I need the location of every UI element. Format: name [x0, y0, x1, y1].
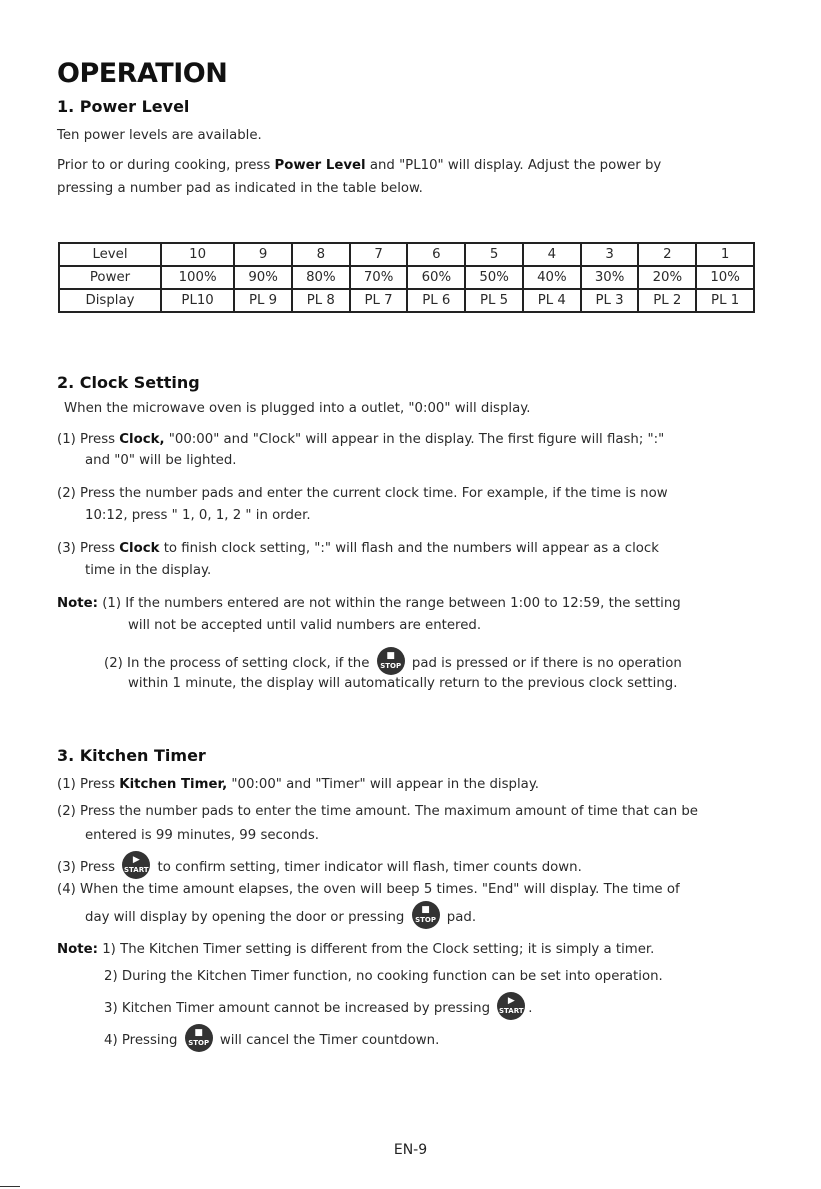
table-cell: 100% — [161, 266, 234, 289]
section-heading-clock-setting: 2. Clock Setting — [57, 373, 200, 392]
stop-icon: ■ STOP — [412, 901, 440, 929]
paragraph: Ten power levels are available. — [57, 128, 262, 143]
instruction-2-cont: entered is 99 minutes, 99 seconds. — [85, 828, 320, 843]
text: Prior to or during cooking, press — [57, 158, 275, 173]
table-cell: PL 1 — [696, 289, 754, 312]
table-cell: PL 5 — [465, 289, 523, 312]
start-icon: ▶ START — [497, 992, 525, 1020]
table-cell: 70% — [350, 266, 408, 289]
paragraph: pressing a number pad as indicated in the table below. — [57, 181, 423, 196]
table-cell: 4 — [523, 243, 581, 266]
table-cell: 80% — [292, 266, 350, 289]
bold-term: Kitchen Timer, — [119, 777, 228, 792]
text: . — [528, 1001, 533, 1016]
table-cell: PL10 — [161, 289, 234, 312]
table-cell: 1 — [696, 243, 754, 266]
table-row-power — [59, 266, 754, 289]
bold-term: Power Level — [274, 158, 366, 173]
text: 4) Pressing — [104, 1033, 178, 1048]
table-cell: 30% — [581, 266, 639, 289]
table-cell: PL 2 — [638, 289, 696, 312]
table-cell: 2 — [638, 243, 696, 266]
text: (1) Press — [57, 777, 120, 792]
note-2-cont: within 1 minute, the display will automatically return to the previous clock setting. — [128, 676, 678, 691]
text: (2) In the process of setting clock, if the — [104, 656, 370, 671]
table-cell: 60% — [407, 266, 465, 289]
table-cell: PL 4 — [523, 289, 581, 312]
page-number: EN-9 — [393, 1142, 428, 1158]
table-cell: 7 — [350, 243, 408, 266]
table-cell: PL 8 — [292, 289, 350, 312]
text: (3) Press — [57, 541, 120, 556]
section-heading-kitchen-timer: 3. Kitchen Timer — [57, 746, 206, 765]
text: to finish clock setting, ":" will flash and the numbers will appear as a clock — [159, 541, 659, 556]
instruction-2: (2) Press the number pads and enter the current clock time. For example, if the time is now — [57, 486, 668, 501]
table-cell: 50% — [465, 266, 523, 289]
instruction-4-cont — [85, 903, 476, 931]
instruction-3 — [57, 540, 659, 557]
row-header: Level — [59, 243, 161, 266]
note-3 — [104, 994, 533, 1022]
text: to confirm setting, timer indicator will flash, timer counts down. — [157, 860, 582, 875]
instruction-1-cont: and "0" will be lighted. — [85, 453, 237, 468]
note-2 — [104, 649, 682, 677]
table-cell: 10% — [696, 266, 754, 289]
text: "00:00" and "Clock" will appear in the display. The first figure will flash; ":" — [164, 432, 665, 447]
instruction-2-cont: 10:12, press " 1, 0, 1, 2 " in order. — [85, 508, 311, 523]
instruction-2: (2) Press the number pads to enter the time amount. The maximum amount of time that can be — [57, 804, 698, 819]
table-cell: PL 3 — [581, 289, 639, 312]
text: 1) The Kitchen Timer setting is different from the Clock setting; it is simply a timer. — [97, 942, 655, 957]
table-cell: 10 — [161, 243, 234, 266]
text: will cancel the Timer countdown. — [219, 1033, 440, 1048]
text: (1) If the numbers entered are not within the range between 1:00 to 12:59, the setting — [97, 596, 681, 611]
instruction-1 — [57, 776, 539, 793]
note-cont: will not be accepted until valid numbers are entered. — [128, 618, 482, 633]
table-cell: 3 — [581, 243, 639, 266]
text: day will display by opening the door or pressing — [85, 910, 405, 925]
bold-term: Clock, — [119, 432, 165, 447]
note — [57, 595, 681, 612]
table-cell: 40% — [523, 266, 581, 289]
table-cell: 8 — [292, 243, 350, 266]
stop-icon: ■ STOP — [377, 647, 405, 675]
table-cell: PL 7 — [350, 289, 408, 312]
row-header: Display — [59, 289, 161, 312]
note-label: Note: — [57, 596, 98, 611]
note — [57, 941, 654, 958]
instruction-4: (4) When the time amount elapses, the oven will beep 5 times. "End" will display. The time of — [57, 882, 680, 897]
table-cell: PL 6 — [407, 289, 465, 312]
table-row-display — [59, 289, 754, 312]
text: (1) Press — [57, 432, 120, 447]
section-heading-power-level: 1. Power Level — [57, 97, 190, 116]
power-level-table — [58, 242, 755, 313]
instruction-3 — [57, 853, 582, 881]
table-cell: 6 — [407, 243, 465, 266]
text: "00:00" and "Timer" will appear in the display. — [227, 777, 540, 792]
instruction-3-cont: time in the display. — [85, 563, 212, 578]
paragraph: When the microwave oven is plugged into a outlet, "0:00" will display. — [64, 401, 531, 416]
page-title: OPERATION — [57, 58, 228, 89]
text: and "PL10" will display. Adjust the power by — [365, 158, 662, 173]
note-label: Note: — [57, 942, 98, 957]
paragraph — [57, 157, 661, 174]
start-icon: ▶ START — [122, 851, 150, 879]
stop-icon: ■ STOP — [185, 1024, 213, 1052]
text: pad is pressed or if there is no operation — [411, 656, 682, 671]
table-cell: 90% — [234, 266, 292, 289]
table-cell: 20% — [638, 266, 696, 289]
table-cell: 5 — [465, 243, 523, 266]
table-row-level — [59, 243, 754, 266]
text: (3) Press — [57, 860, 116, 875]
bold-term: Clock — [119, 541, 160, 556]
note-4 — [104, 1026, 439, 1054]
table-cell: PL 9 — [234, 289, 292, 312]
divider — [0, 1186, 20, 1187]
note-2: 2) During the Kitchen Timer function, no cooking function can be set into operation. — [104, 969, 663, 984]
text: 3) Kitchen Timer amount cannot be increased by pressing — [104, 1001, 491, 1016]
instruction-1 — [57, 431, 664, 448]
table-cell: 9 — [234, 243, 292, 266]
row-header: Power — [59, 266, 161, 289]
text: pad. — [446, 910, 477, 925]
